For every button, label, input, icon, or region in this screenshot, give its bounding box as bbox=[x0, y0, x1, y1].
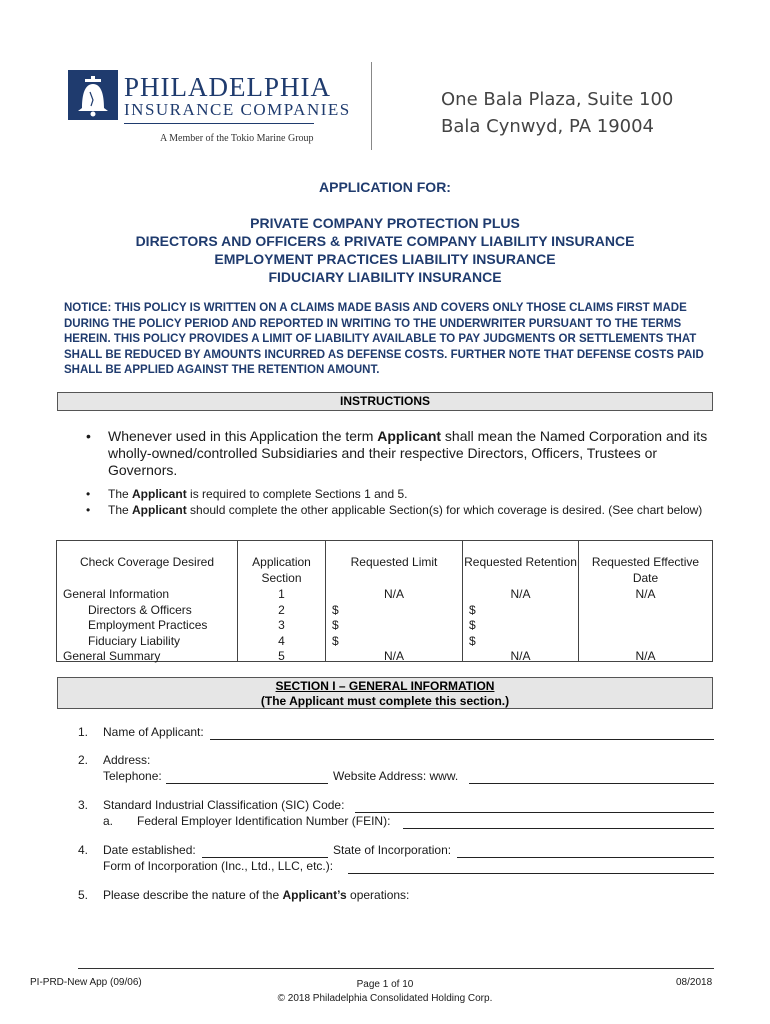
retention-cell[interactable]: $ bbox=[469, 602, 476, 617]
question-number: 3. bbox=[78, 798, 89, 812]
title-line: FIDUCIARY LIABILITY INSURANCE bbox=[268, 269, 502, 285]
instruction-bold: Applicant bbox=[132, 503, 187, 517]
effective-date-cell[interactable] bbox=[579, 634, 712, 650]
limit-cell: N/A bbox=[383, 587, 404, 601]
operations-label bbox=[103, 888, 409, 904]
title-line: EMPLOYMENT PRACTICES LIABILITY INSURANCE bbox=[214, 251, 556, 267]
limit-cell[interactable]: $ bbox=[332, 618, 339, 633]
section-1-subtitle: (The Applicant must complete this section.) bbox=[260, 694, 510, 708]
address-label: Address: bbox=[103, 753, 151, 767]
question-number: 5. bbox=[78, 888, 89, 902]
sub-letter: a. bbox=[103, 814, 114, 828]
effective-date-cell: N/A bbox=[635, 587, 656, 601]
instructions-heading: INSTRUCTIONS bbox=[57, 392, 713, 411]
instruction-text: The bbox=[108, 487, 133, 501]
effective-date-cell: N/A bbox=[635, 649, 656, 664]
website-field[interactable] bbox=[469, 783, 714, 784]
question-4-form bbox=[78, 859, 714, 875]
coverage-column bbox=[57, 541, 238, 664]
title-line: DIRECTORS AND OFFICERS & PRIVATE COMPANY LIABILITY INSURANCE bbox=[135, 233, 635, 249]
form-of-incorporation-label: Form of Incorporation (Inc., Ltd., LLC, etc.): bbox=[103, 859, 334, 873]
question-3 bbox=[78, 798, 714, 814]
bullet-icon: • bbox=[86, 503, 91, 517]
effective-date-header: Requested Effective Date bbox=[591, 555, 700, 585]
bullet-icon: • bbox=[86, 487, 91, 501]
section-cell: 5 bbox=[278, 649, 285, 664]
coverage-titles bbox=[0, 214, 770, 286]
section-cell: 3 bbox=[278, 618, 285, 633]
retention-header: Requested Retention bbox=[464, 555, 577, 569]
telephone-field[interactable] bbox=[166, 783, 328, 784]
question-5 bbox=[78, 888, 714, 904]
page-number: Page 1 of 10 bbox=[356, 979, 414, 990]
instruction-bold: Applicant bbox=[132, 487, 187, 501]
fein-label: Federal Employer Identification Number (FEIN): bbox=[137, 814, 391, 828]
instruction-text: is required to complete Sections 1 and 5. bbox=[186, 487, 408, 501]
question-2-contact bbox=[78, 769, 714, 785]
company-logo bbox=[68, 70, 351, 150]
retention-cell: N/A bbox=[510, 649, 531, 664]
section-cell: 1 bbox=[278, 587, 285, 601]
form-of-incorporation-field[interactable] bbox=[348, 873, 714, 874]
footer-rule bbox=[78, 968, 714, 969]
coverage-table bbox=[56, 540, 713, 662]
telephone-label: Telephone: bbox=[103, 769, 162, 783]
question-number: 2. bbox=[78, 753, 89, 767]
state-of-incorporation-label: State of Incorporation: bbox=[333, 843, 452, 857]
operations-text: Please describe the nature of the bbox=[103, 888, 283, 902]
coverage-header: Check Coverage Desired bbox=[79, 555, 215, 569]
coverage-cell: Directors & Officers bbox=[88, 602, 192, 617]
address-line-2: Bala Cynwyd, PA 19004 bbox=[441, 116, 655, 137]
instruction-item bbox=[86, 486, 716, 502]
retention-column bbox=[463, 541, 579, 664]
website-label: Website Address: www. bbox=[333, 769, 459, 783]
state-of-incorporation-field[interactable] bbox=[457, 857, 714, 858]
footer-center bbox=[0, 978, 770, 1006]
application-for-heading: APPLICATION FOR: bbox=[319, 179, 451, 195]
effective-date-cell[interactable] bbox=[579, 618, 712, 634]
header-divider bbox=[371, 62, 372, 150]
name-of-applicant-field[interactable] bbox=[210, 739, 714, 740]
section-cell: 2 bbox=[278, 602, 285, 617]
limit-column bbox=[326, 541, 463, 664]
question-number: 4. bbox=[78, 843, 89, 857]
question-4 bbox=[78, 843, 714, 859]
question-3a bbox=[78, 814, 714, 830]
address-line-1: One Bala Plaza, Suite 100 bbox=[441, 89, 674, 110]
date-established-label: Date established: bbox=[103, 843, 196, 857]
instruction-text: The bbox=[108, 503, 133, 517]
question-number: 1. bbox=[78, 725, 89, 739]
coverage-cell: General Summary bbox=[63, 649, 161, 664]
instruction-text: shall mean the Named Corporation and its wholly-owned/controlled Subsidiaries and their respective Directors, Officers, Trustees or Governors. bbox=[108, 428, 708, 478]
limit-cell[interactable]: $ bbox=[332, 602, 339, 617]
company-address bbox=[441, 86, 673, 140]
instructions-list bbox=[86, 428, 716, 518]
instruction-item bbox=[86, 428, 716, 479]
section-header: Application Section bbox=[252, 555, 311, 585]
limit-cell: N/A bbox=[383, 649, 404, 664]
limit-cell[interactable]: $ bbox=[332, 633, 339, 648]
retention-cell: N/A bbox=[510, 587, 531, 601]
retention-cell[interactable]: $ bbox=[469, 633, 476, 648]
instruction-text: Whenever used in this Application the term bbox=[108, 428, 378, 444]
logo-member-text: A Member of the Tokio Marine Group bbox=[160, 133, 314, 144]
instruction-text: should complete the other applicable Section(s) for which coverage is desired. (See chart below) bbox=[186, 503, 703, 517]
operations-text: operations: bbox=[346, 888, 410, 902]
effective-date-cell[interactable] bbox=[579, 603, 712, 619]
title-line: PRIVATE COMPANY PROTECTION PLUS bbox=[250, 215, 520, 231]
logo-subtitle: INSURANCE COMPANIES bbox=[124, 100, 351, 119]
bullet-icon: • bbox=[86, 428, 91, 444]
fein-field[interactable] bbox=[403, 828, 714, 829]
instruction-bold: Applicant bbox=[377, 428, 442, 444]
sic-code-label: Standard Industrial Classification (SIC) Code: bbox=[103, 798, 345, 812]
section-column bbox=[238, 541, 326, 664]
logo-rule bbox=[124, 123, 314, 124]
liberty-bell-icon bbox=[68, 70, 118, 120]
retention-cell[interactable]: $ bbox=[469, 618, 476, 633]
name-of-applicant-label: Name of Applicant: bbox=[103, 725, 204, 739]
sic-code-field[interactable] bbox=[355, 812, 714, 813]
instruction-item bbox=[86, 502, 716, 518]
section-1-heading bbox=[57, 677, 713, 709]
effective-date-column bbox=[579, 541, 712, 664]
section-cell: 4 bbox=[278, 633, 285, 648]
coverage-cell: Employment Practices bbox=[88, 618, 208, 633]
section-1-title: SECTION I – GENERAL INFORMATION bbox=[275, 679, 495, 693]
coverage-cell: General Information bbox=[63, 587, 170, 601]
copyright: © 2018 Philadelphia Consolidated Holding Corp. bbox=[277, 993, 493, 1004]
question-1 bbox=[78, 725, 714, 741]
limit-header: Requested Limit bbox=[350, 555, 438, 569]
coverage-cell: Fiduciary Liability bbox=[88, 633, 181, 648]
operations-bold: Applicant’s bbox=[282, 888, 347, 902]
claims-made-notice: NOTICE: THIS POLICY IS WRITTEN ON A CLAIMS MADE BASIS AND COVERS ONLY THOSE CLAIMS FIRST MADE DURING THE POLICY PERIOD AND REPORTED IN WRITING TO THE UNDERWRITER PURSUANT TO THE TERMS HEREIN. THIS POLICY PROVIDES A LIMIT OF LIABILITY AVAILABLE TO PAY JUDGMENTS OR SETTLEMENTS THAT SHALL BE REDUCED BY AMOUNTS INCURRED AS DEFENSE COSTS. FURTHER NOTE THAT DEFENSE COSTS PAID SHALL BE APPLIED AGAINST THE RETENTION AMOUNT. bbox=[64, 302, 704, 376]
question-2 bbox=[78, 753, 714, 769]
logo-name: PHILADELPHIA bbox=[124, 72, 331, 102]
date-established-field[interactable] bbox=[202, 857, 328, 858]
form-id: PI-PRD-New App (09/06) bbox=[30, 977, 142, 988]
edition-date: 08/2018 bbox=[676, 977, 713, 988]
